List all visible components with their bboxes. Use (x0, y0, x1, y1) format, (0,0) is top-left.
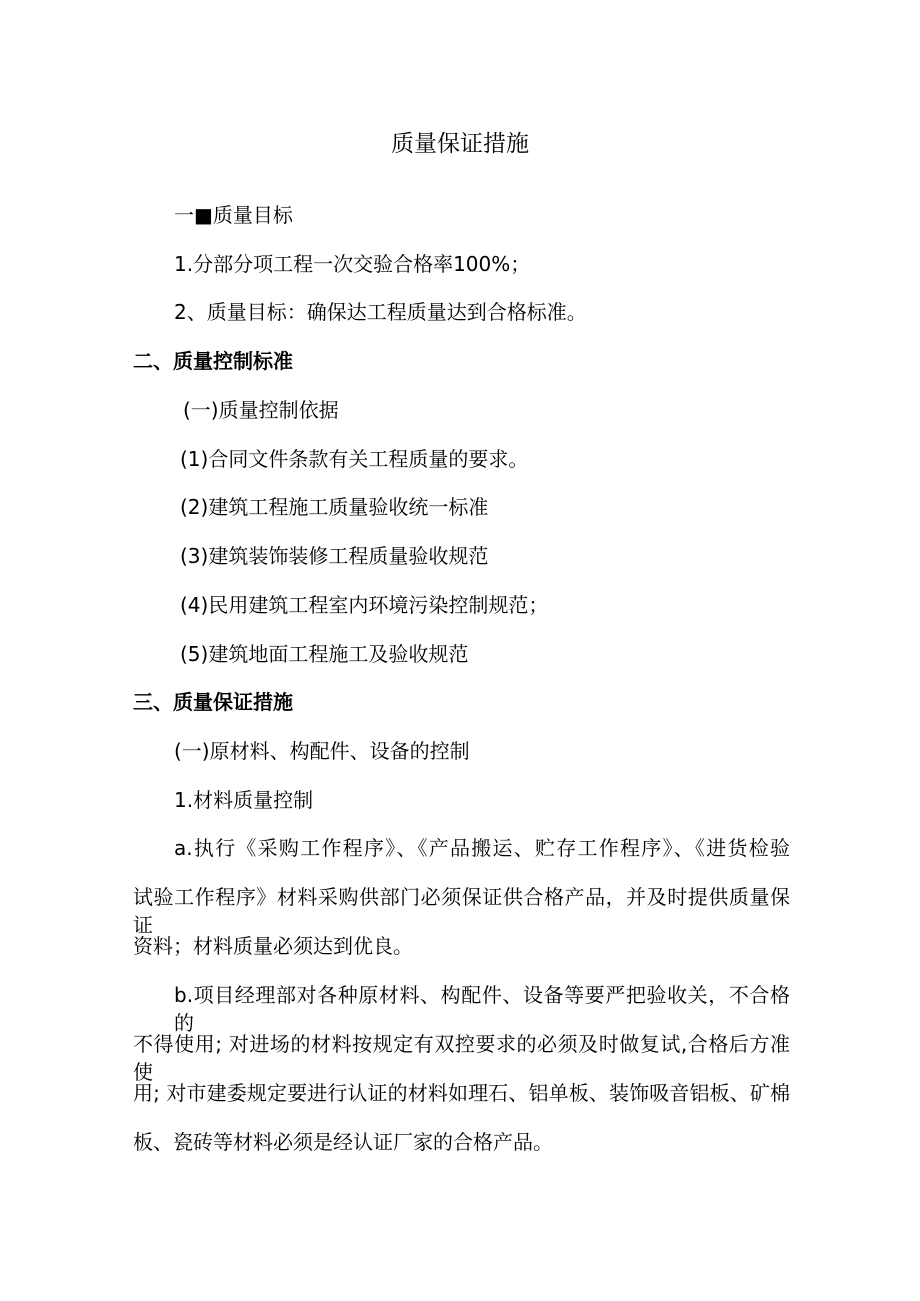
document-title: 质量保证措施 (391, 131, 529, 157)
section-2-subheading: (一)质量控制依据 (183, 398, 339, 422)
section-3-heading: 三、质量保证措施 (133, 690, 293, 714)
section-2-item-1: (1)合同文件条款有关工程质量的要求。 (180, 447, 529, 471)
section-3-subheading: (一)原材料、构配件、设备的控制 (174, 739, 470, 763)
paragraph-b-line-2: 不得使用; 对进场的材料按规定有双控要求的必须及时做复试,合格后方准使 (133, 1032, 790, 1084)
paragraph-b-line-3: 用; 对市建委规定要进行认证的材料如理石、铝单板、装饰吸音铝板、矿棉 (133, 1081, 790, 1105)
section-1-item-2: 2、质量目标：确保达工程质量达到合格标准。 (174, 300, 587, 324)
section-1-item-1: 1.分部分项工程一次交验合格率100%； (174, 252, 531, 276)
paragraph-a-line-1: a.执行《采购工作程序》、《产品搬运、贮存工作程序》、《进货检验 (174, 836, 790, 860)
section-2-item-5: (5)建筑地面工程施工及验收规范 (180, 642, 469, 666)
section-3-item-1: 1.材料质量控制 (174, 788, 314, 812)
paragraph-b-line-4: 板、瓷砖等材料必须是经认证厂家的合格产品。 (133, 1130, 553, 1154)
section-2-item-4: (4)民用建筑工程室内环境污染控制规范； (180, 593, 549, 617)
paragraph-b-line-1: b.项目经理部对各种原材料、构配件、设备等要严把验收关，不合格的 (174, 983, 790, 1035)
section-1-heading: 一■质量目标 (174, 203, 293, 227)
paragraph-a-line-2: 试验工作程序》材料采购供部门必须保证供合格产品，并及时提供质量保证 (133, 885, 790, 937)
paragraph-a-line-3: 资料；材料质量必须达到优良。 (133, 934, 413, 958)
section-2-heading: 二、质量控制标准 (133, 349, 293, 373)
section-2-item-2: (2)建筑工程施工质量验收统一标准 (180, 495, 489, 519)
section-2-item-3: (3)建筑装饰装修工程质量验收规范 (180, 544, 489, 568)
